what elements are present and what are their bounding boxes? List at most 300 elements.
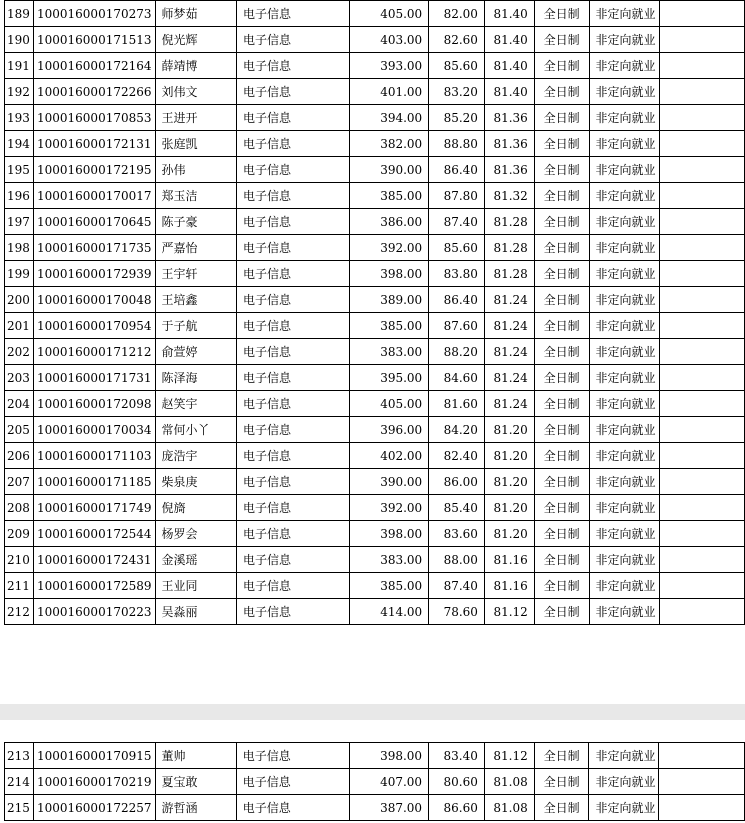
table-row (5, 105, 745, 131)
remarks-cell (659, 157, 744, 183)
candidate-name-cell: 夏宝敢 (155, 769, 236, 795)
table-row (5, 417, 745, 443)
exam-id-cell: 100016000172257 (33, 795, 155, 821)
candidate-name-cell: 师梦茹 (155, 1, 236, 27)
study-mode-cell: 全日制 (534, 131, 589, 157)
candidate-name-cell: 刘伟文 (155, 79, 236, 105)
exam-score-cell: 392.00 (349, 235, 428, 261)
total-score-cell: 81.40 (484, 79, 534, 105)
exam-score-cell: 396.00 (349, 417, 428, 443)
total-score-cell: 81.36 (484, 105, 534, 131)
row-number-cell: 209 (5, 521, 34, 547)
candidate-name-cell: 薛靖博 (155, 53, 236, 79)
employment-type-cell: 非定向就业 (589, 183, 659, 209)
exam-score-cell: 402.00 (349, 443, 428, 469)
row-number-cell: 196 (5, 183, 34, 209)
remarks-cell (659, 521, 744, 547)
exam-score-cell: 383.00 (349, 547, 428, 573)
row-number-cell: 192 (5, 79, 34, 105)
interview-score-cell: 85.60 (429, 235, 485, 261)
employment-type-cell: 非定向就业 (589, 287, 659, 313)
employment-type-cell: 非定向就业 (589, 365, 659, 391)
exam-score-cell: 414.00 (349, 599, 428, 625)
candidate-name-cell: 孙伟 (155, 157, 236, 183)
row-number-cell: 202 (5, 339, 34, 365)
employment-type-cell: 非定向就业 (589, 27, 659, 53)
major-cell: 电子信息 (236, 795, 349, 821)
table-row (5, 79, 745, 105)
interview-score-cell: 78.60 (429, 599, 485, 625)
table-row (5, 131, 745, 157)
remarks-cell (659, 365, 744, 391)
admission-table-page-2 (4, 742, 745, 821)
exam-score-cell: 392.00 (349, 495, 428, 521)
total-score-cell: 81.28 (484, 235, 534, 261)
exam-id-cell: 100016000170219 (33, 769, 155, 795)
candidate-name-cell: 陈子豪 (155, 209, 236, 235)
total-score-cell: 81.20 (484, 495, 534, 521)
table-row (5, 1, 745, 27)
interview-score-cell: 88.20 (429, 339, 485, 365)
study-mode-cell: 全日制 (534, 1, 589, 27)
table-row (5, 547, 745, 573)
row-number-cell: 211 (5, 573, 34, 599)
study-mode-cell: 全日制 (534, 417, 589, 443)
row-number-cell: 195 (5, 157, 34, 183)
remarks-cell (659, 599, 744, 625)
row-number-cell: 204 (5, 391, 34, 417)
study-mode-cell: 全日制 (534, 53, 589, 79)
row-number-cell: 207 (5, 469, 34, 495)
remarks-cell (659, 417, 744, 443)
exam-score-cell: 382.00 (349, 131, 428, 157)
exam-score-cell: 395.00 (349, 365, 428, 391)
candidate-name-cell: 王宇轩 (155, 261, 236, 287)
row-number-cell: 213 (5, 743, 34, 769)
interview-score-cell: 85.20 (429, 105, 485, 131)
interview-score-cell: 87.40 (429, 573, 485, 599)
interview-score-cell: 84.60 (429, 365, 485, 391)
exam-id-cell: 100016000172266 (33, 79, 155, 105)
row-number-cell: 212 (5, 599, 34, 625)
study-mode-cell: 全日制 (534, 795, 589, 821)
employment-type-cell: 非定向就业 (589, 79, 659, 105)
total-score-cell: 81.40 (484, 1, 534, 27)
major-cell: 电子信息 (237, 157, 350, 183)
major-cell: 电子信息 (237, 261, 350, 287)
remarks-cell (659, 495, 744, 521)
major-cell: 电子信息 (237, 469, 350, 495)
total-score-cell: 81.12 (484, 599, 534, 625)
major-cell: 电子信息 (237, 365, 350, 391)
employment-type-cell: 非定向就业 (589, 573, 659, 599)
major-cell: 电子信息 (237, 183, 350, 209)
table-row (5, 573, 745, 599)
exam-id-cell: 100016000171103 (33, 443, 155, 469)
exam-id-cell: 100016000170034 (33, 417, 155, 443)
candidate-name-cell: 柴泉庚 (155, 469, 236, 495)
candidate-name-cell: 董帅 (155, 743, 236, 769)
remarks-cell (659, 443, 744, 469)
table-row (5, 795, 745, 821)
row-number-cell: 201 (5, 313, 34, 339)
exam-id-cell: 100016000170048 (33, 287, 155, 313)
remarks-cell (659, 547, 744, 573)
interview-score-cell: 83.60 (429, 521, 485, 547)
study-mode-cell: 全日制 (534, 261, 589, 287)
exam-score-cell: 398.00 (349, 261, 428, 287)
remarks-cell (659, 1, 744, 27)
candidate-name-cell: 王进开 (155, 105, 236, 131)
row-number-cell: 194 (5, 131, 34, 157)
major-cell: 电子信息 (237, 417, 350, 443)
interview-score-cell: 82.60 (429, 27, 485, 53)
remarks-cell (659, 469, 744, 495)
table-row (5, 27, 745, 53)
employment-type-cell: 非定向就业 (589, 339, 659, 365)
exam-score-cell: 385.00 (349, 183, 428, 209)
interview-score-cell: 88.00 (429, 547, 485, 573)
remarks-cell (659, 235, 744, 261)
exam-id-cell: 100016000170223 (33, 599, 155, 625)
employment-type-cell: 非定向就业 (589, 469, 659, 495)
exam-score-cell: 398.00 (349, 743, 428, 769)
row-number-cell: 191 (5, 53, 34, 79)
study-mode-cell: 全日制 (534, 27, 589, 53)
interview-score-cell: 84.20 (429, 417, 485, 443)
candidate-name-cell: 杨罗会 (155, 521, 236, 547)
interview-score-cell: 87.40 (429, 209, 485, 235)
exam-score-cell: 390.00 (349, 157, 428, 183)
major-cell: 电子信息 (237, 443, 350, 469)
candidate-name-cell: 俞萱婷 (155, 339, 236, 365)
total-score-cell: 81.16 (484, 573, 534, 599)
exam-id-cell: 100016000172589 (33, 573, 155, 599)
major-cell: 电子信息 (237, 339, 350, 365)
interview-score-cell: 83.80 (429, 261, 485, 287)
candidate-name-cell: 常何小丫 (155, 417, 236, 443)
candidate-name-cell: 吴淼丽 (155, 599, 236, 625)
employment-type-cell: 非定向就业 (589, 209, 659, 235)
study-mode-cell: 全日制 (534, 769, 589, 795)
interview-score-cell: 85.40 (429, 495, 485, 521)
table-row (5, 443, 745, 469)
remarks-cell (659, 27, 744, 53)
exam-id-cell: 100016000171731 (33, 365, 155, 391)
interview-score-cell: 87.80 (429, 183, 485, 209)
employment-type-cell: 非定向就业 (589, 105, 659, 131)
employment-type-cell: 非定向就业 (589, 599, 659, 625)
exam-score-cell: 390.00 (349, 469, 428, 495)
row-number-cell: 210 (5, 547, 34, 573)
table-row (5, 287, 745, 313)
interview-score-cell: 82.40 (429, 443, 485, 469)
employment-type-cell: 非定向就业 (589, 769, 659, 795)
interview-score-cell: 80.60 (429, 769, 485, 795)
row-number-cell: 205 (5, 417, 34, 443)
interview-score-cell: 88.80 (429, 131, 485, 157)
major-cell: 电子信息 (237, 209, 350, 235)
table-row (5, 365, 745, 391)
major-cell: 电子信息 (237, 79, 350, 105)
exam-score-cell: 386.00 (349, 209, 428, 235)
total-score-cell: 81.36 (484, 131, 534, 157)
exam-id-cell: 100016000170017 (33, 183, 155, 209)
exam-id-cell: 100016000172164 (33, 53, 155, 79)
study-mode-cell: 全日制 (534, 573, 589, 599)
major-cell: 电子信息 (237, 131, 350, 157)
study-mode-cell: 全日制 (534, 235, 589, 261)
remarks-cell (659, 131, 744, 157)
remarks-cell (659, 769, 745, 795)
row-number-cell: 200 (5, 287, 34, 313)
exam-id-cell: 100016000171735 (33, 235, 155, 261)
total-score-cell: 81.28 (484, 209, 534, 235)
total-score-cell: 81.40 (484, 53, 534, 79)
remarks-cell (659, 105, 744, 131)
row-number-cell: 193 (5, 105, 34, 131)
employment-type-cell: 非定向就业 (589, 1, 659, 27)
employment-type-cell: 非定向就业 (589, 743, 659, 769)
employment-type-cell: 非定向就业 (589, 53, 659, 79)
employment-type-cell: 非定向就业 (589, 391, 659, 417)
remarks-cell (659, 53, 744, 79)
study-mode-cell: 全日制 (534, 105, 589, 131)
employment-type-cell: 非定向就业 (589, 261, 659, 287)
employment-type-cell: 非定向就业 (589, 521, 659, 547)
candidate-name-cell: 庞浩宇 (155, 443, 236, 469)
exam-id-cell: 100016000171749 (33, 495, 155, 521)
table-row (5, 313, 745, 339)
candidate-name-cell: 赵笑宇 (155, 391, 236, 417)
interview-score-cell: 86.40 (429, 287, 485, 313)
total-score-cell: 81.24 (484, 391, 534, 417)
table-row (5, 521, 745, 547)
total-score-cell: 81.32 (484, 183, 534, 209)
candidate-name-cell: 王业同 (155, 573, 236, 599)
major-cell: 电子信息 (237, 391, 350, 417)
major-cell: 电子信息 (237, 313, 350, 339)
total-score-cell: 81.20 (484, 417, 534, 443)
remarks-cell (659, 743, 745, 769)
major-cell: 电子信息 (237, 287, 350, 313)
interview-score-cell: 87.60 (429, 313, 485, 339)
study-mode-cell: 全日制 (534, 547, 589, 573)
exam-score-cell: 398.00 (349, 521, 428, 547)
employment-type-cell: 非定向就业 (589, 235, 659, 261)
candidate-name-cell: 郑玉洁 (155, 183, 236, 209)
exam-id-cell: 100016000171185 (33, 469, 155, 495)
remarks-cell (659, 287, 744, 313)
major-cell: 电子信息 (237, 547, 350, 573)
total-score-cell: 81.20 (484, 443, 534, 469)
study-mode-cell: 全日制 (534, 599, 589, 625)
exam-id-cell: 100016000171513 (33, 27, 155, 53)
table-row (5, 769, 745, 795)
study-mode-cell: 全日制 (534, 443, 589, 469)
major-cell: 电子信息 (237, 521, 350, 547)
table-row (5, 495, 745, 521)
study-mode-cell: 全日制 (534, 495, 589, 521)
row-number-cell: 214 (5, 769, 34, 795)
exam-score-cell: 389.00 (349, 287, 428, 313)
remarks-cell (659, 209, 744, 235)
row-number-cell: 215 (5, 795, 34, 821)
row-number-cell: 197 (5, 209, 34, 235)
admission-table-page-1 (4, 0, 745, 625)
candidate-name-cell: 倪光辉 (155, 27, 236, 53)
document-page-2 (0, 720, 745, 823)
remarks-cell (659, 313, 744, 339)
total-score-cell: 81.20 (484, 521, 534, 547)
table-row (5, 235, 745, 261)
exam-score-cell: 393.00 (349, 53, 428, 79)
exam-id-cell: 100016000171212 (33, 339, 155, 365)
table-row (5, 391, 745, 417)
major-cell: 电子信息 (237, 53, 350, 79)
study-mode-cell: 全日制 (534, 313, 589, 339)
exam-score-cell: 387.00 (349, 795, 428, 821)
study-mode-cell: 全日制 (534, 339, 589, 365)
remarks-cell (659, 339, 744, 365)
table-row (5, 183, 745, 209)
exam-score-cell: 405.00 (349, 1, 428, 27)
candidate-name-cell: 王培鑫 (155, 287, 236, 313)
candidate-name-cell: 严嘉怡 (155, 235, 236, 261)
exam-score-cell: 385.00 (349, 573, 428, 599)
exam-score-cell: 403.00 (349, 27, 428, 53)
remarks-cell (659, 261, 744, 287)
table-row (5, 209, 745, 235)
exam-id-cell: 100016000172098 (33, 391, 155, 417)
employment-type-cell: 非定向就业 (589, 547, 659, 573)
table-row (5, 469, 745, 495)
study-mode-cell: 全日制 (534, 209, 589, 235)
candidate-name-cell: 倪旖 (155, 495, 236, 521)
study-mode-cell: 全日制 (534, 183, 589, 209)
remarks-cell (659, 795, 745, 821)
interview-score-cell: 83.40 (429, 743, 485, 769)
employment-type-cell: 非定向就业 (589, 157, 659, 183)
row-number-cell: 203 (5, 365, 34, 391)
study-mode-cell: 全日制 (534, 521, 589, 547)
employment-type-cell: 非定向就业 (589, 443, 659, 469)
total-score-cell: 81.28 (484, 261, 534, 287)
major-cell: 电子信息 (236, 769, 349, 795)
remarks-cell (659, 183, 744, 209)
remarks-cell (659, 391, 744, 417)
interview-score-cell: 86.60 (429, 795, 485, 821)
table-row (5, 157, 745, 183)
exam-id-cell: 100016000172431 (33, 547, 155, 573)
exam-score-cell: 385.00 (349, 313, 428, 339)
exam-score-cell: 407.00 (349, 769, 428, 795)
exam-score-cell: 401.00 (349, 79, 428, 105)
major-cell: 电子信息 (237, 235, 350, 261)
major-cell: 电子信息 (237, 573, 350, 599)
total-score-cell: 81.40 (484, 27, 534, 53)
study-mode-cell: 全日制 (534, 365, 589, 391)
row-number-cell: 190 (5, 27, 34, 53)
table-row (5, 743, 745, 769)
interview-score-cell: 82.00 (429, 1, 485, 27)
study-mode-cell: 全日制 (534, 79, 589, 105)
employment-type-cell: 非定向就业 (589, 495, 659, 521)
exam-id-cell: 100016000170954 (33, 313, 155, 339)
major-cell: 电子信息 (237, 495, 350, 521)
table-row (5, 53, 745, 79)
interview-score-cell: 86.40 (429, 157, 485, 183)
row-number-cell: 198 (5, 235, 34, 261)
employment-type-cell: 非定向就业 (589, 417, 659, 443)
total-score-cell: 81.12 (484, 743, 534, 769)
candidate-name-cell: 张庭凯 (155, 131, 236, 157)
major-cell: 电子信息 (236, 743, 349, 769)
candidate-name-cell: 金溪瑶 (155, 547, 236, 573)
total-score-cell: 81.20 (484, 469, 534, 495)
candidate-name-cell: 游哲涵 (155, 795, 236, 821)
major-cell: 电子信息 (237, 1, 350, 27)
exam-id-cell: 100016000170915 (33, 743, 155, 769)
row-number-cell: 208 (5, 495, 34, 521)
major-cell: 电子信息 (237, 105, 350, 131)
study-mode-cell: 全日制 (534, 287, 589, 313)
employment-type-cell: 非定向就业 (589, 795, 659, 821)
exam-score-cell: 405.00 (349, 391, 428, 417)
row-number-cell: 206 (5, 443, 34, 469)
exam-id-cell: 100016000170273 (33, 1, 155, 27)
employment-type-cell: 非定向就业 (589, 313, 659, 339)
interview-score-cell: 81.60 (429, 391, 485, 417)
table-row (5, 599, 745, 625)
page-separator (0, 704, 745, 720)
study-mode-cell: 全日制 (534, 157, 589, 183)
table-row (5, 339, 745, 365)
total-score-cell: 81.16 (484, 547, 534, 573)
exam-score-cell: 394.00 (349, 105, 428, 131)
interview-score-cell: 86.00 (429, 469, 485, 495)
candidate-name-cell: 陈泽海 (155, 365, 236, 391)
exam-id-cell: 100016000172195 (33, 157, 155, 183)
exam-id-cell: 100016000172131 (33, 131, 155, 157)
total-score-cell: 81.08 (484, 769, 534, 795)
remarks-cell (659, 79, 744, 105)
total-score-cell: 81.24 (484, 313, 534, 339)
exam-id-cell: 100016000172544 (33, 521, 155, 547)
exam-score-cell: 383.00 (349, 339, 428, 365)
study-mode-cell: 全日制 (534, 743, 589, 769)
employment-type-cell: 非定向就业 (589, 131, 659, 157)
total-score-cell: 81.24 (484, 339, 534, 365)
total-score-cell: 81.24 (484, 287, 534, 313)
table-row (5, 261, 745, 287)
major-cell: 电子信息 (237, 27, 350, 53)
study-mode-cell: 全日制 (534, 469, 589, 495)
total-score-cell: 81.36 (484, 157, 534, 183)
exam-id-cell: 100016000172939 (33, 261, 155, 287)
candidate-name-cell: 于子航 (155, 313, 236, 339)
total-score-cell: 81.08 (484, 795, 534, 821)
exam-id-cell: 100016000170645 (33, 209, 155, 235)
row-number-cell: 199 (5, 261, 34, 287)
major-cell: 电子信息 (237, 599, 350, 625)
remarks-cell (659, 573, 744, 599)
interview-score-cell: 83.20 (429, 79, 485, 105)
row-number-cell: 189 (5, 1, 34, 27)
interview-score-cell: 85.60 (429, 53, 485, 79)
total-score-cell: 81.24 (484, 365, 534, 391)
study-mode-cell: 全日制 (534, 391, 589, 417)
